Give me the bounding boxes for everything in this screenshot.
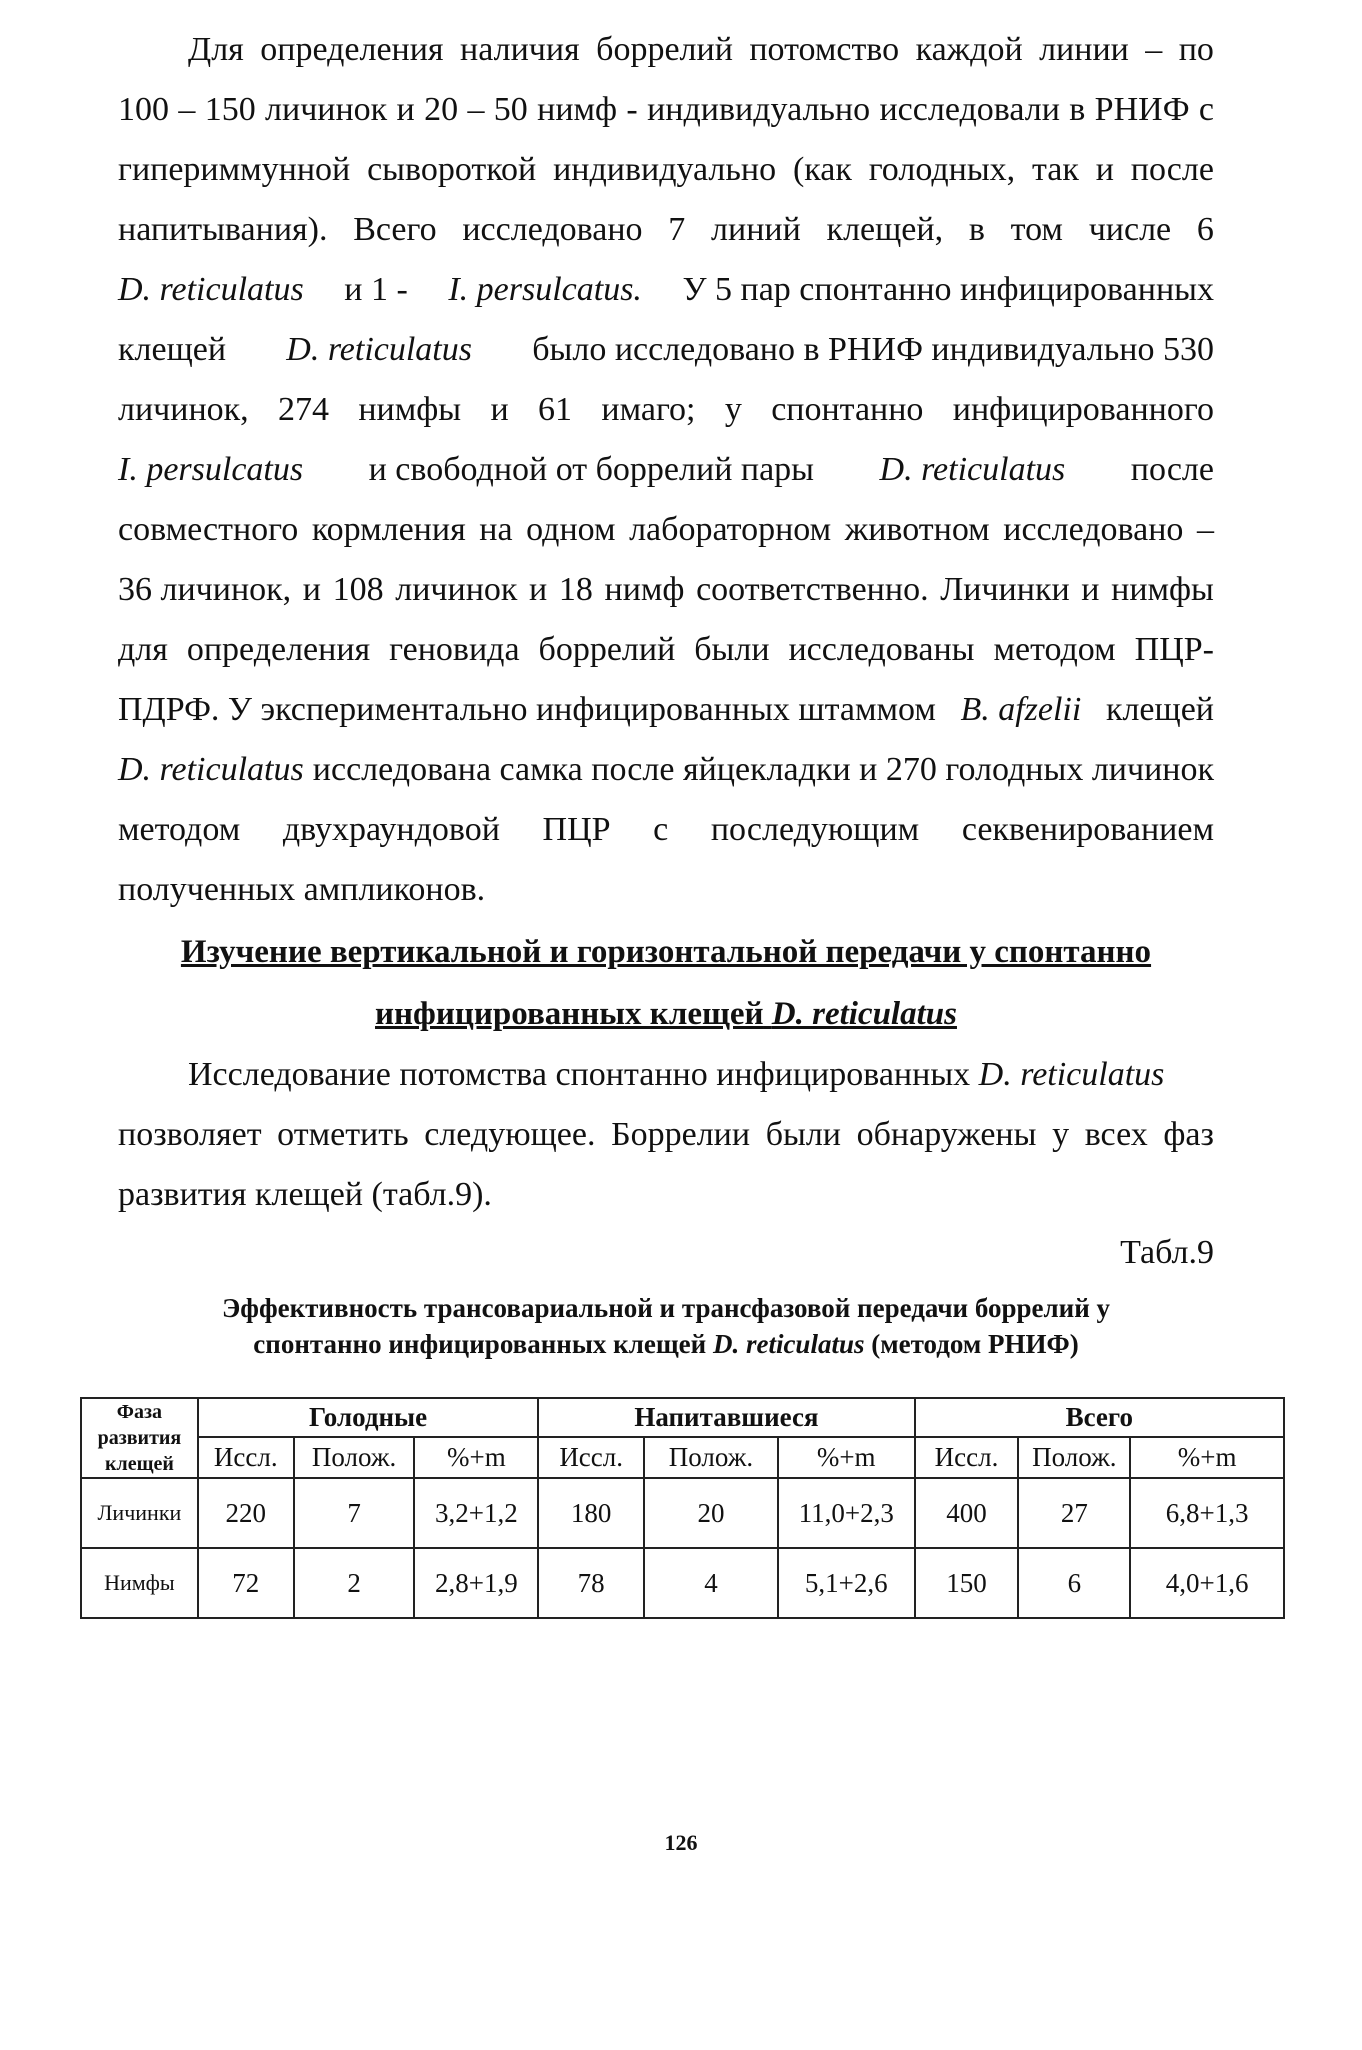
text: ПДРФ. У экспериментально инфицированных штаммом xyxy=(118,691,936,728)
table-caption-line-1: Эффективность трансовариальной и трансфазовой передачи боррелий у xyxy=(221,1293,1111,1323)
word: 18 xyxy=(558,571,593,608)
table-cell: 6,8+1,3 xyxy=(1130,1478,1284,1548)
table-cell: 150 xyxy=(915,1548,1019,1618)
subheader-percent: %+m xyxy=(1130,1437,1284,1478)
word: инфицированного xyxy=(952,391,1214,428)
word: методом xyxy=(118,811,241,848)
paragraph-1-line-13 xyxy=(118,748,1214,792)
paragraph-1-line-6 xyxy=(118,328,1214,372)
row-label: Личинки xyxy=(81,1478,198,1548)
text: У 5 пар спонтанно инфицированных xyxy=(682,271,1214,308)
subheader-percent: %+m xyxy=(414,1437,538,1478)
table-row xyxy=(81,1478,1284,1548)
section-heading-line-1: Изучение вертикальной и горизонтальной передачи у спонтанно xyxy=(180,934,1152,970)
word: и xyxy=(1095,151,1114,188)
word: и xyxy=(1081,571,1100,608)
word: кормления xyxy=(311,511,466,548)
page-number: 126 xyxy=(664,1830,698,1855)
word: одном xyxy=(526,511,616,548)
word: в xyxy=(968,211,985,248)
word: 61 xyxy=(538,391,573,428)
word: гипериммунной xyxy=(118,151,351,188)
group-header-hungry: Голодные xyxy=(198,1398,538,1437)
word: и xyxy=(529,571,548,608)
paragraph-2-line-2 xyxy=(118,1113,1214,1157)
word: двухраундовой xyxy=(282,811,500,848)
word: следующее. xyxy=(424,1116,596,1153)
word: геновида xyxy=(389,631,520,668)
species-name: D. reticulatus xyxy=(118,271,304,308)
word: 274 xyxy=(278,391,330,428)
paragraph-1-line-15: полученных ампликонов. xyxy=(118,871,486,908)
group-header-total: Всего xyxy=(915,1398,1284,1437)
table-cell: 78 xyxy=(538,1548,644,1618)
table-cell: 220 xyxy=(198,1478,294,1548)
word: 36 личинок, xyxy=(118,571,292,608)
paragraph-1-line-10 xyxy=(118,568,1214,612)
word: индивидуально xyxy=(553,151,777,188)
paragraph-1-line-3 xyxy=(118,148,1214,192)
text: после xyxy=(1130,451,1214,488)
word: ПЦР- xyxy=(1134,631,1214,668)
word: индивидуально xyxy=(647,91,871,128)
word: имаго; xyxy=(601,391,696,428)
table-cell: 2,8+1,9 xyxy=(414,1548,538,1618)
paragraph-1-line-5 xyxy=(118,268,1214,312)
word: и xyxy=(396,91,415,128)
table-caption-line-2 xyxy=(118,1326,1214,1362)
text: Исследование потомства спонтанно инфицированных xyxy=(188,1056,971,1093)
word: определения xyxy=(260,31,444,68)
species-name: D. reticulatus xyxy=(771,996,957,1032)
word: 108 xyxy=(332,571,384,608)
word: личинок xyxy=(395,571,518,608)
species-name: B. afzelii xyxy=(960,691,1082,728)
table-cell: 180 xyxy=(538,1478,644,1548)
word: у xyxy=(724,391,742,428)
word: были xyxy=(694,631,770,668)
text: было исследовано в РНИФ индивидуально 530 xyxy=(532,331,1214,368)
word: нимфы xyxy=(1111,571,1214,608)
text: клещей xyxy=(1105,691,1214,728)
word: – xyxy=(467,91,485,128)
table-cell: 400 xyxy=(915,1478,1019,1548)
subheader-examined: Иссл. xyxy=(198,1437,294,1478)
table-cell: 7 xyxy=(294,1478,415,1548)
word: Личинки xyxy=(940,571,1070,608)
word: определения xyxy=(186,631,371,668)
species-name: D. reticulatus xyxy=(118,751,304,788)
subheader-examined: Иссл. xyxy=(915,1437,1019,1478)
paragraph-2-line-1 xyxy=(188,1053,1214,1097)
phase-header-line: клещей xyxy=(104,1453,174,1475)
word: в xyxy=(1069,91,1086,128)
subheader-examined: Иссл. xyxy=(538,1437,644,1478)
word: были xyxy=(765,1116,841,1153)
text: исследована самка после яйцекладки и 270 голодных личинок xyxy=(312,751,1214,788)
paragraph-1-line-1 xyxy=(188,28,1214,72)
word: 150 xyxy=(204,91,256,128)
word: голодных, xyxy=(868,151,1016,188)
paragraph-1-line-2 xyxy=(118,88,1214,132)
table-cell: 6 xyxy=(1018,1548,1130,1618)
word: спонтанно xyxy=(771,391,924,428)
word: на xyxy=(479,511,513,548)
row-label: Нимфы xyxy=(81,1548,198,1618)
word: клещей, xyxy=(826,211,944,248)
table-cell: 2 xyxy=(294,1548,415,1618)
word: – xyxy=(178,91,196,128)
species-name: D. reticulatus xyxy=(712,1329,865,1359)
paragraph-1-line-11 xyxy=(118,628,1214,672)
word: отметить xyxy=(277,1116,409,1153)
word: фаз xyxy=(1163,1116,1214,1153)
word: с xyxy=(1198,91,1214,128)
heading-text: инфицированных клещей xyxy=(375,996,764,1032)
word: лабораторном xyxy=(629,511,832,548)
word: – xyxy=(1145,31,1163,68)
table-cell: 20 xyxy=(644,1478,778,1548)
word: после xyxy=(1130,151,1214,188)
word: РНИФ xyxy=(1094,91,1190,128)
word: наличия xyxy=(460,31,580,68)
word: обнаружены xyxy=(856,1116,1037,1153)
word: позволяет xyxy=(118,1116,262,1153)
word: для xyxy=(118,631,168,668)
word: ПЦР xyxy=(542,811,611,848)
word: числе xyxy=(1088,211,1172,248)
phase-header-cell xyxy=(81,1398,198,1478)
species-name: D. reticulatus xyxy=(978,1056,1165,1093)
word: всех xyxy=(1084,1116,1148,1153)
word: том xyxy=(1010,211,1063,248)
table-group-header-row xyxy=(81,1398,1284,1437)
word: по xyxy=(1178,31,1214,68)
word: и xyxy=(302,571,321,608)
word: так xyxy=(1032,151,1079,188)
word: потомство xyxy=(749,31,900,68)
word: нимф xyxy=(537,91,618,128)
word: у xyxy=(1052,1116,1070,1153)
table-cell: 72 xyxy=(198,1548,294,1618)
word: исследовано xyxy=(462,211,643,248)
word: животном xyxy=(844,511,990,548)
word: сывороткой xyxy=(367,151,537,188)
table-subheader-row xyxy=(81,1437,1284,1478)
word: 50 xyxy=(493,91,528,128)
word: каждой xyxy=(915,31,1023,68)
phase-header-line: Фаза xyxy=(116,1401,163,1423)
paragraph-1-line-12 xyxy=(118,688,1214,732)
word: 20 xyxy=(424,91,459,128)
word: боррелий xyxy=(538,631,676,668)
word: 100 xyxy=(118,91,169,128)
word: исследовали xyxy=(879,91,1060,128)
paragraph-1-line-4 xyxy=(118,208,1214,252)
transmission-table xyxy=(80,1397,1285,1619)
subheader-positive: Полож. xyxy=(1018,1437,1130,1478)
word: Всего xyxy=(353,211,437,248)
word: с xyxy=(653,811,669,848)
text: и свободной от боррелий пары xyxy=(368,451,815,488)
word: Боррелии xyxy=(611,1116,751,1153)
word: нимфы xyxy=(358,391,462,428)
species-name: I. persulcatus xyxy=(118,451,304,488)
caption-text: спонтанно инфицированных клещей xyxy=(253,1329,707,1359)
word: 7 xyxy=(668,211,686,248)
word: (как xyxy=(792,151,852,188)
species-name: D. reticulatus xyxy=(286,331,472,368)
table-row xyxy=(81,1548,1284,1618)
word: секвенированием xyxy=(961,811,1214,848)
word: линии xyxy=(1039,31,1129,68)
paragraph-1-line-8 xyxy=(118,448,1214,492)
word: последующим xyxy=(710,811,920,848)
section-heading-line-2 xyxy=(118,992,1214,1036)
word: исследовано xyxy=(1003,511,1184,548)
table-cell: 4,0+1,6 xyxy=(1130,1548,1284,1618)
table-cell: 4 xyxy=(644,1548,778,1618)
word: напитывания). xyxy=(118,211,328,248)
text: и 1 - xyxy=(344,271,408,308)
word: Для xyxy=(188,31,244,68)
word: личинок, xyxy=(118,391,249,428)
table-number-label: Табл.9 xyxy=(1120,1234,1214,1271)
paragraph-1-line-14 xyxy=(118,808,1214,852)
word: боррелий xyxy=(596,31,733,68)
paragraph-2-line-3: развития клещей (табл.9). xyxy=(118,1176,492,1213)
table-cell: 3,2+1,2 xyxy=(414,1478,538,1548)
paragraph-1-line-7 xyxy=(118,388,1214,432)
word: соответственно. xyxy=(696,571,929,608)
word: линий xyxy=(711,211,801,248)
word: совместного xyxy=(118,511,299,548)
table-cell: 27 xyxy=(1018,1478,1130,1548)
word: методом xyxy=(993,631,1116,668)
word: 6 xyxy=(1196,211,1214,248)
species-name: I. persulcatus. xyxy=(448,271,642,308)
phase-header-line: развития xyxy=(97,1427,182,1449)
table-cell: 11,0+2,3 xyxy=(778,1478,915,1548)
species-name: D. reticulatus xyxy=(879,451,1066,488)
paragraph-1-line-9 xyxy=(118,508,1214,552)
table-cell: 5,1+2,6 xyxy=(778,1548,915,1618)
subheader-positive: Полож. xyxy=(294,1437,415,1478)
subheader-positive: Полож. xyxy=(644,1437,778,1478)
caption-text: (методом РНИФ) xyxy=(871,1329,1079,1359)
word: – xyxy=(1197,511,1214,548)
text: клещей xyxy=(118,331,227,368)
subheader-percent: %+m xyxy=(778,1437,915,1478)
word: исследованы xyxy=(788,631,975,668)
word: - xyxy=(626,91,638,128)
word: и xyxy=(490,391,509,428)
group-header-fed: Напитавшиеся xyxy=(538,1398,914,1437)
word: личинок xyxy=(265,91,388,128)
word: нимф xyxy=(604,571,685,608)
